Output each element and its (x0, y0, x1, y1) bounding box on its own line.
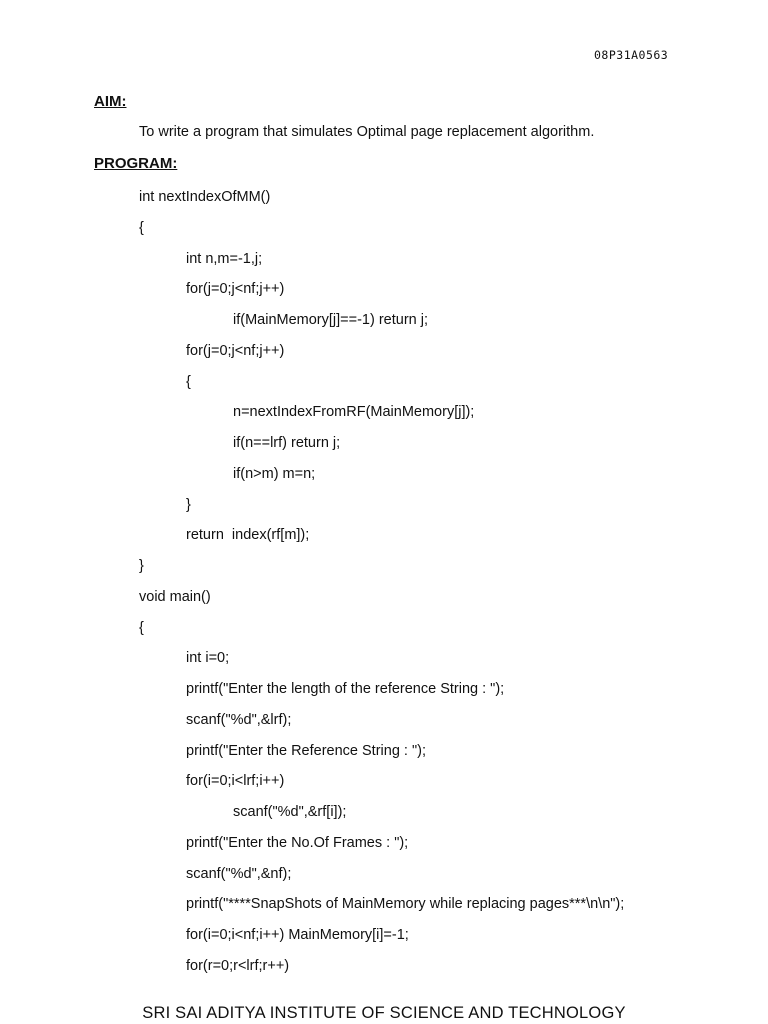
roll-number: 08P31A0563 (594, 48, 669, 62)
aim-description: To write a program that simulates Optimal page replacement algorithm. (139, 124, 595, 140)
code-line: scanf("%d",&nf); (186, 865, 292, 882)
code-line: int n,m=-1,j; (186, 250, 263, 267)
code-line: scanf("%d",&lrf); (186, 711, 292, 728)
institution-footer: SRI SAI ADITYA INSTITUTE OF SCIENCE AND TECHNOLOGY (142, 1004, 626, 1022)
code-line: printf("Enter the No.Of Frames : "); (186, 834, 409, 851)
code-line: if(n>m) m=n; (233, 465, 316, 482)
code-line: for(i=0;i<nf;i++) MainMemory[i]=-1; (186, 927, 409, 943)
code-line: printf("Enter the Reference String : "); (186, 742, 426, 759)
code-line: printf("Enter the length of the reference String : "); (186, 681, 505, 697)
code-line: scanf("%d",&rf[i]); (233, 804, 347, 820)
program-code (139, 187, 624, 987)
code-line: int nextIndexOfMM() (139, 189, 271, 205)
code-line: printf("****SnapShots of MainMemory while replacing pages***\n\n"); (186, 896, 625, 913)
program-heading: PROGRAM: (94, 155, 178, 172)
code-line: for(j=0;j<nf;j++) (186, 281, 285, 298)
code-line: { (139, 219, 144, 236)
code-line: if(n==lrf) return j; (233, 435, 341, 451)
code-line: for(i=0;i<lrf;i++) (186, 773, 285, 790)
aim-heading: AIM: (94, 93, 127, 110)
code-line: } (186, 496, 191, 513)
code-line: n=nextIndexFromRF(MainMemory[j]); (233, 404, 475, 421)
code-line: void main() (139, 588, 211, 605)
code-line: for(j=0;j<nf;j++) (186, 342, 285, 359)
code-line: for(r=0;r<lrf;r++) (186, 957, 290, 974)
code-line: { (139, 619, 144, 636)
code-line: return index(rf[m]); (186, 527, 310, 544)
code-line: } (139, 558, 144, 574)
code-line: int i=0; (186, 650, 230, 667)
code-line: if(MainMemory[j]==-1) return j; (233, 312, 428, 328)
code-line: { (186, 373, 191, 390)
